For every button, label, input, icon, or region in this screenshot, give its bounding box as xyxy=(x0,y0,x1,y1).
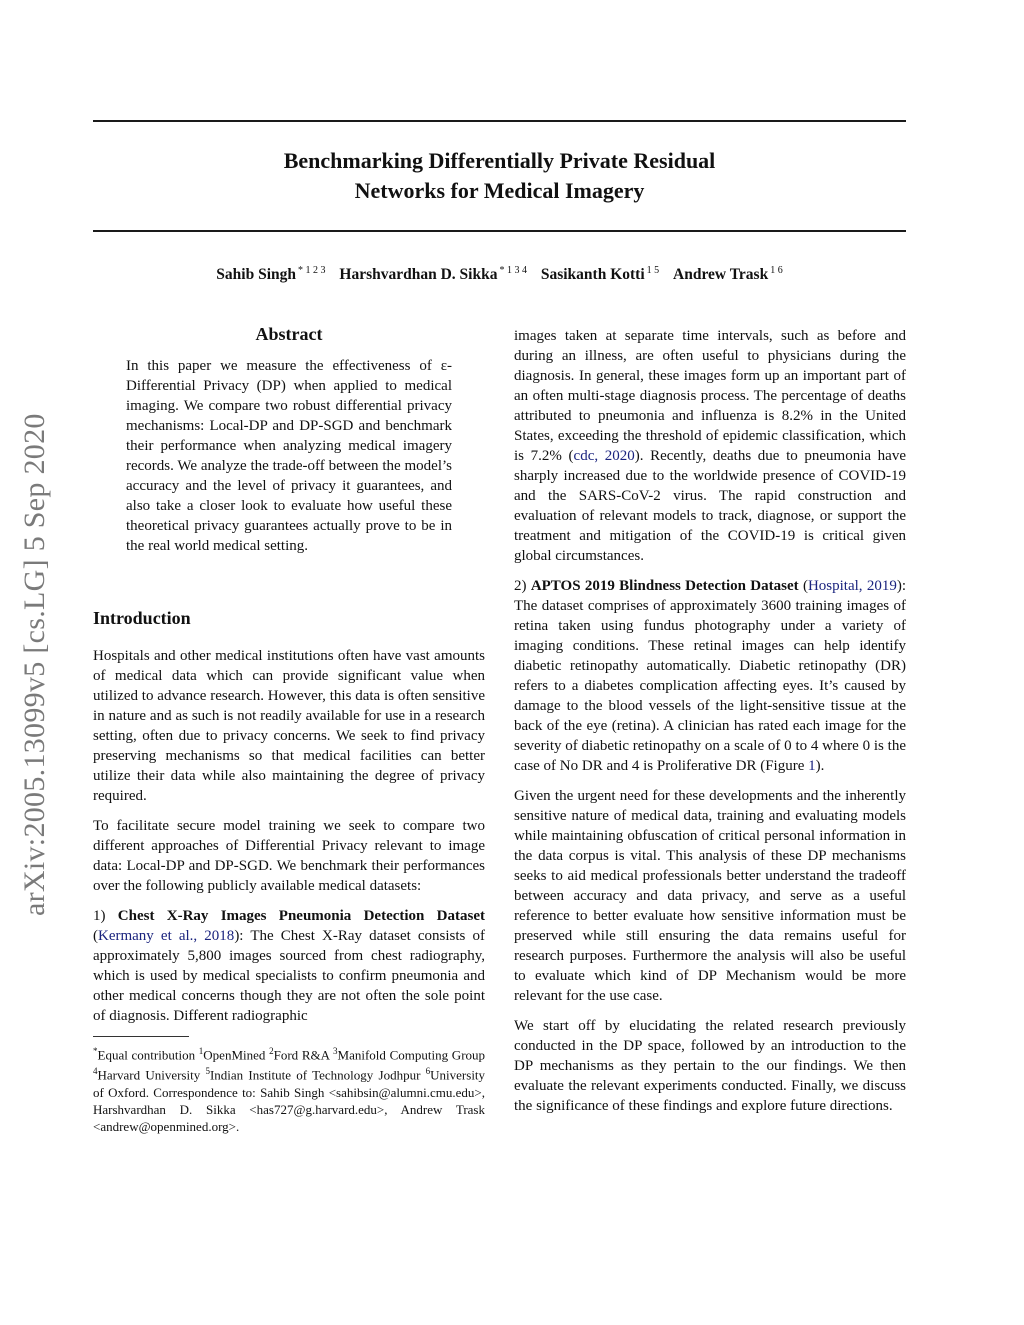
right-paragraph-1: images taken at separate time intervals, such as before and during an illness, are often useful to physicians during the diagnosis. In general, these images form up an important part of an often multi-stage diagnosis process. The percentage of deaths attributed to pneumonia and influenza is 8.2% in the United States, exceeding the threshold of epidemic classification, which is 7.2% (cdc, 2020). Recently, deaths due to pneumonia have sharply increased due to the worldwide presence of COVID-19 and the SARS-CoV-2 virus. The rapid construction and evaluation of relevant models to track, diagnose, or support the treatment and mitigation of the COVID-19 is critical given global circumstances. xyxy=(514,328,906,564)
dataset-item-2: 2) APTOS 2019 Blindness Detection Dataset (Hospital, 2019): The dataset comprises of approximately 3600 training images of retina taken using fundus photography under a variety of imaging conditions. These retinal images can help identify diabetic retinopathy automatically. Diabetic retinopathy (DR) refers to a diabetes complication affecting eyes. It’s caused by damage to the blood vessels of the light-sensitive tissue at the back of the eye (retina). A clinician has rated each image for the severity of diabetic retinopathy on a scale of 0 to 4 where 0 is the case of No DR and 4 is Proliferative DR (Figure 1). xyxy=(514,578,906,774)
dataset-name: APTOS 2019 Blindness Detection Dataset xyxy=(530,578,799,594)
abstract-body: In this paper we measure the effectiveness of ε-Differential Privacy (DP) when applied to medical imaging. We compare two robust differential privacy mechanisms: Local-DP and DP-SGD and benchmark their performance when analyzing medical imagery records. We analyze the trade-off between the model’s accuracy and the level of privacy it guarantees, and also take a closer look to evaluate how useful these theoretical privacy guarantees actually prove to be in the real world medical setting. xyxy=(126,358,452,554)
introduction-heading: Introduction xyxy=(93,608,191,628)
intro-paragraph-1: Hospitals and other medical institutions often have vast amounts of medical data which can provide significant value when utilized to advance research. However, this data is often sensitive in nature and as such is not readily available for use in a research setting, often due to privacy concerns. We seek to find privacy preserving mechanisms so that medical facilities can better utilize their data while also maintaining the degree of privacy required. xyxy=(93,648,485,804)
title-line-1: Benchmarking Differentially Private Residual xyxy=(283,148,716,173)
right-paragraph-4: We start off by elucidating the related research previously conducted in the DP space, followed by an introduction to the DP mechanisms as they pertain to the our findings. We then evaluate the relevant experiments conducted. Finally, we discuss the significance of these findings and explore future directions. xyxy=(514,1018,906,1114)
author: Sahib Singh $^{* 1 2 3}$ xyxy=(216,265,326,284)
right-paragraph-3: Given the urgent need for these developments and the inherently sensitive nature of medical data, training and evaluating models while maintaining obfuscation of critical personal information in the data corpus is vital. This analysis of these DP mechanisms seeks to aid medical professionals better understand the tradeoff between accuracy and data privacy, and serve as a useful reference to better evaluate how sensitive information must be preserved while still ensuring the data remains useful for research purposes. Furthermore the analysis will also be useful to evaluate which kind of DP Mechanism would be more relevant for the use case. xyxy=(514,788,906,1004)
footnote: *Equal contribution $^1$OpenMined $^2$Ford R&A $^3$Manifold Computing Group $^4$Harvard University $^5$Indian Institute of Technology Jodhpur $^6$University of Oxford. Correspondence to: Sahib Singh <sahibsin@alumni.cmu.edu>, Harshvardhan D. Sikka <has727@g.harvard.edu>, Andrew Trask <andrew@openmined.org>. xyxy=(93,1046,486,1134)
title-rule-top xyxy=(93,120,906,122)
title-rule-bottom xyxy=(93,230,906,232)
figure-link[interactable]: 1 xyxy=(808,758,816,774)
author-list xyxy=(93,265,906,284)
arxiv-side-label: arXiv:2005.13099v5 [cs.LG] 5 Sep 2020 xyxy=(18,413,51,917)
intro-paragraph-2: To facilitate secure model training we seek to compare two different approaches of Differential Privacy relevant to image data: Local-DP and DP-SGD. We benchmark their performances over the following publicly available medical datasets: xyxy=(93,818,485,894)
right-column xyxy=(514,326,906,1126)
author: Andrew Trask $^{1 6}$ xyxy=(673,265,783,284)
citation-link[interactable]: Kermany et al., 2018 xyxy=(98,928,235,944)
author: Harshvardhan D. Sikka $^{* 1 3 4}$ xyxy=(339,265,527,284)
correspondence: Correspondence to: Sahib Singh <sahibsin@alumni.cmu.edu>, Harshvardhan D. Sikka <has727@g.harvard.edu>, Andrew Trask <andrew@openmined.org>. xyxy=(93,1084,485,1134)
left-column xyxy=(93,318,485,1135)
citation-link[interactable]: Hospital, 2019 xyxy=(807,578,897,594)
dataset-name: Chest X-Ray Images Pneumonia Detection Dataset xyxy=(117,908,486,924)
author: Sasikanth Kotti $^{1 5}$ xyxy=(540,265,660,284)
paper-title xyxy=(93,146,906,206)
footnote-rule xyxy=(93,1036,189,1037)
abstract-heading: Abstract xyxy=(255,324,323,344)
citation-link[interactable]: cdc, 2020 xyxy=(573,448,635,464)
title-line-2: Networks for Medical Imagery xyxy=(354,178,645,203)
dataset-item-1: 1) Chest X-Ray Images Pneumonia Detection Dataset (Kermany et al., 2018): The Chest X-Ray dataset consists of approximately 5,800 images sourced from chest radiography, which is used by medical specialists to confirm pneumonia and other medical concerns though they are not often the sole point of diagnosis. Different radiographic xyxy=(93,908,486,1024)
